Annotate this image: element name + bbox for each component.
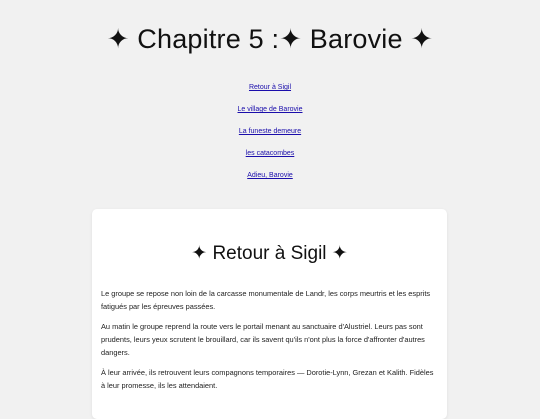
toc-link-funeste-demeure[interactable]: La funeste demeure xyxy=(238,128,302,135)
section-paragraph: Le groupe se repose non loin de la carcasse monumentale de Landr, les corps meurtris et les esprits fatigués par les épreuves passées. xyxy=(101,289,431,311)
toc-item xyxy=(0,145,540,167)
section-title: ✦ Retour à Sigil ✦ xyxy=(191,243,348,264)
toc-item xyxy=(0,101,540,123)
table-of-contents xyxy=(0,79,540,189)
toc-link-retour-a-sigil[interactable]: Retour à Sigil xyxy=(248,84,292,91)
toc-item xyxy=(0,79,540,101)
toc-link-adieu-barovie[interactable]: Adieu, Barovie xyxy=(247,172,293,179)
toc-link-catacombes[interactable]: les catacombes xyxy=(245,150,295,157)
section-paragraph: Au matin le groupe reprend la route vers le portail menant au sanctuaire d'Alustriel. Leurs pas sont prudents, leurs yeux scrutent le brouillard, car ils savent qu'ils n'ont plus la force d'affronter d'autres dangers. xyxy=(101,322,425,357)
page-title: ✦ Chapitre 5 :✦ Barovie ✦ xyxy=(106,24,434,54)
section-paragraph: À leur arrivée, ils retrouvent leurs compagnons temporaires — Dorotie-Lynn, Grezan et Kalith. Fidèles à leur promesse, ils les attendaient. xyxy=(101,368,434,390)
toc-item xyxy=(0,167,540,189)
section-card xyxy=(92,209,447,419)
toc-link-village-de-barovie[interactable]: Le village de Barovie xyxy=(237,106,303,113)
toc-item xyxy=(0,123,540,145)
